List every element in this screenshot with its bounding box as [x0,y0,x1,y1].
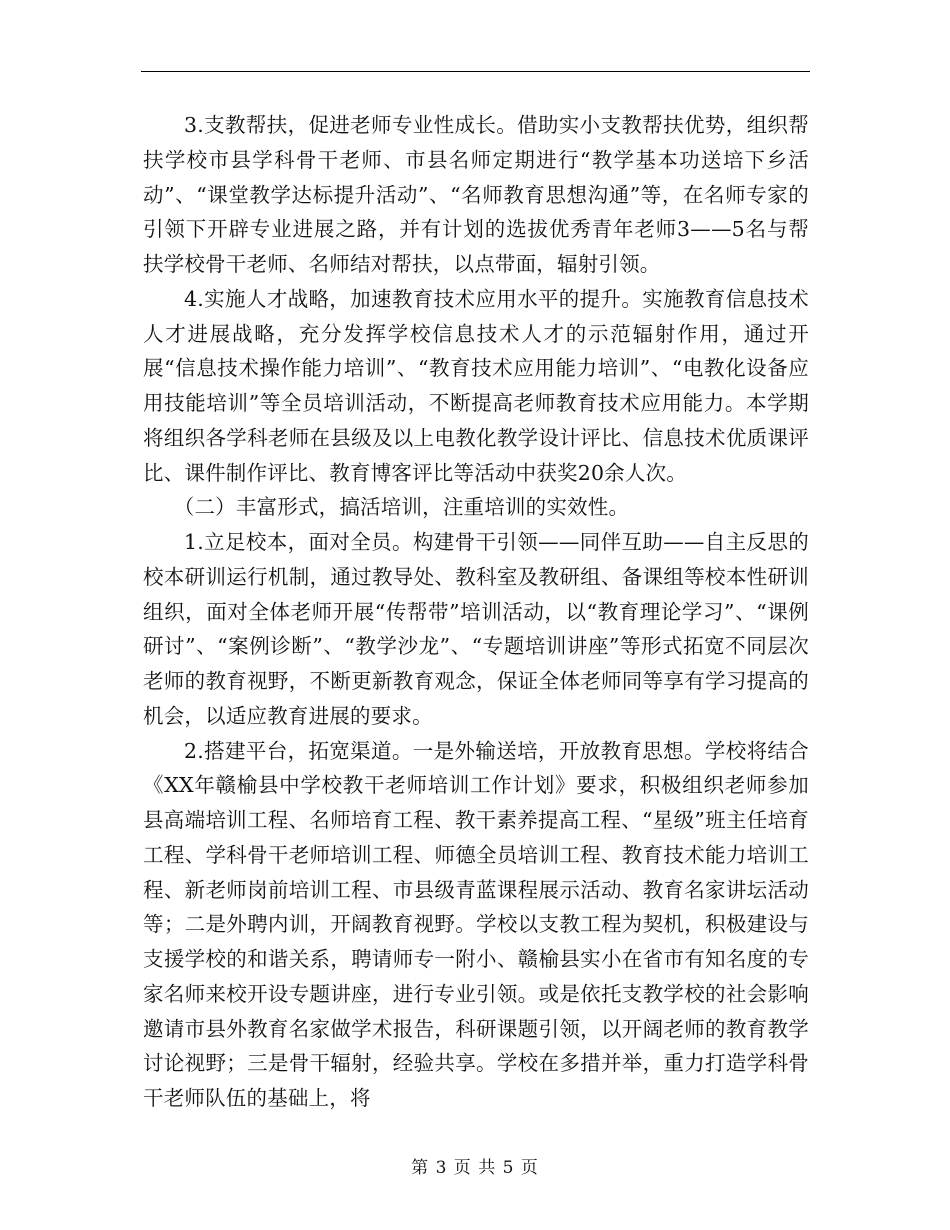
header-rule [141,71,810,72]
paragraph-school-based: 1.立足校本，面对全员。构建骨干引领——同伴互助——自主反思的校本研训运行机制，通过教导处、教科室及教研组、备课组等校本性研训组织，面对全体老师开展“传帮带”培训活动，以“教育理论学习”、“课例研讨”、“案例诊断”、“教学沙龙”、“专题培训讲座”等形式拓宽不同层次老师的教育视野，不断更新教育观念，保证全体老师同等享有学习提高的机会，以适应教育进展的要求。 [143,530,809,728]
paragraph-build-platform: 2.搭建平台，拓宽渠道。一是外输送培，开放教育思想。学校将结合《XX年赣榆县中学校教干老师培训工作计划》要求，积极组织老师参加县高端培训工程、名师培育工程、教干素养提高工程、“星级”班主任培育工程、学科骨干老师培训工程、师德全员培训工程、教育技术能力培训工程、新老师岗前培训工程、市县级青蓝课程展示活动、教育名家讲坛活动等；二是外聘内训，开阔教育视野。学校以支教工程为契机，积极建设与支援学校的和谐关系，聘请师专一附小、赣榆县实小在省市有知名度的专家名师来校开设专题讲座，进行专业引领。或是依托支教学校的社会影响邀请市县外教育名家做学术报告，科研课题引领，以开阔老师的教育教学讨论视野；三是骨干辐射，经验共享。学校在多措并举，重力打造学科骨干老师队伍的基础上，将 [143,738,809,1110]
page-number-footer: 第 3 页 共 5 页 [411,1158,539,1178]
paragraph-support-teaching: 3.支教帮扶，促进老师专业性成长。借助实小支教帮扶优势，组织帮扶学校市县学科骨干老师、市县名师定期进行“教学基本功送培下乡活动”、“课堂教学达标提升活动”、“名师教育思想沟通”等，在名师专家的引领下开辟专业进展之路，并有计划的选拔优秀青年老师3——5名与帮扶学校骨干老师、名师结对帮扶，以点带面，辐射引领。 [143,113,809,276]
paragraph-talent-strategy: 4.实施人才战略，加速教育技术应用水平的提升。实施教育信息技术人才进展战略，充分发挥学校信息技术人才的示范辐射作用，通过开展“信息技术操作能力培训”、“教育技术应用能力培训”、“电教化设备应用技能培训”等全员培训活动，不断提高老师教育技术应用能力。本学期将组织各学科老师在县级及以上电教化教学设计评比、信息技术优质课评比、课件制作评比、教育博客评比等活动中获奖20余人次。 [143,286,809,485]
section-heading-enrich-forms: （二）丰富形式，搞活培训，注重培训的实效性。 [173,495,630,520]
body-text [143,108,809,1116]
